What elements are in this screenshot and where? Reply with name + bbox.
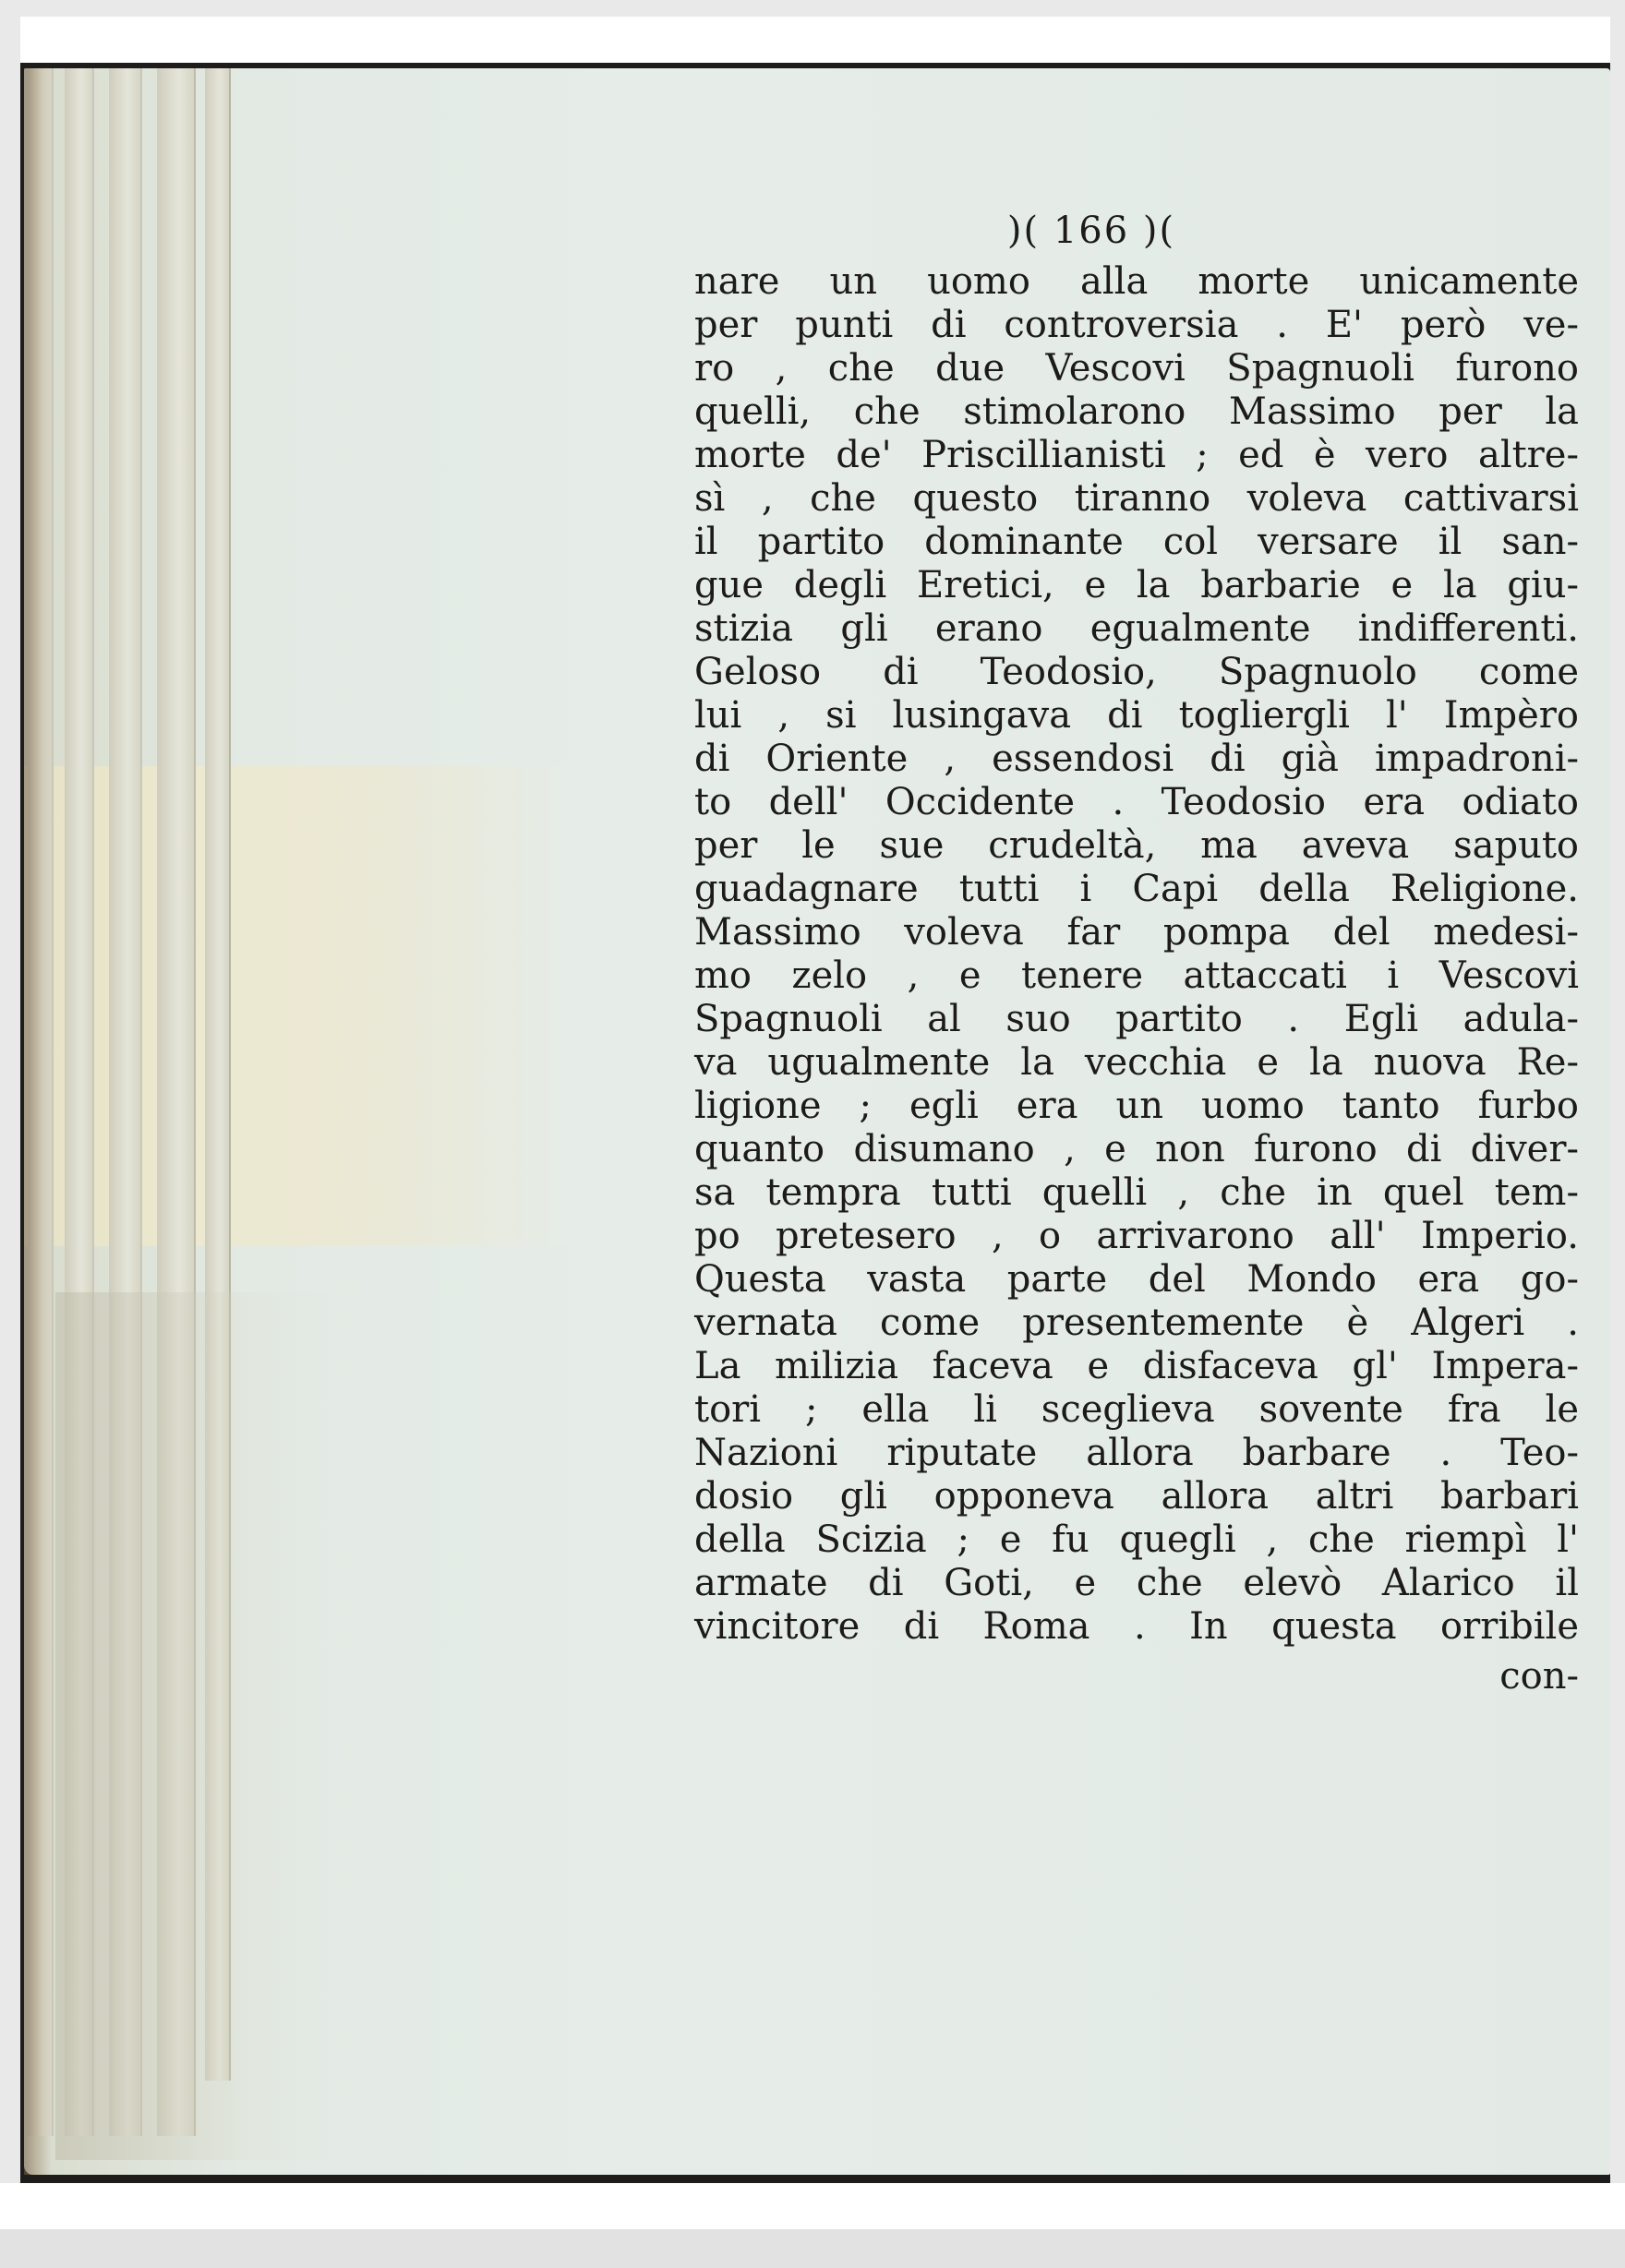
text-line: per le sue crudeltà, ma aveva saputo — [694, 824, 1579, 867]
text-line: po pretesero , o arrivarono all' Imperio. — [694, 1215, 1579, 1257]
text-line: to dell' Occidente . Teodosio era odiato — [694, 781, 1579, 823]
text-block — [694, 203, 1581, 1700]
text-line: vernata come presentemente è Algeri . — [694, 1302, 1579, 1344]
scan-margin-top — [20, 17, 1610, 63]
scan-margin-bottom-grey — [0, 2229, 1625, 2268]
text-line: va ugualmente la vecchia e la nuova Re- — [694, 1041, 1579, 1084]
text-line: ligione ; egli era un uomo tanto furbo — [694, 1085, 1579, 1127]
text-line: di Oriente , essendosi di già impadroni- — [694, 738, 1579, 780]
text-line: stizia gli erano egualmente indifferenti. — [694, 607, 1579, 650]
body-text — [694, 260, 1581, 1649]
text-line: della Scizia ; e fu quegli , che riempì l' — [694, 1518, 1579, 1561]
text-line: il partito dominante col versare il san- — [694, 521, 1579, 563]
text-line: quelli, che stimolarono Massimo per la — [694, 390, 1579, 433]
text-line: Questa vasta parte del Mondo era go- — [694, 1258, 1579, 1301]
text-line: lui , si lusingava di togliergli l' Impèro — [694, 694, 1579, 737]
text-line: vincitore di Roma . In questa orribile — [694, 1605, 1579, 1648]
text-line: tori ; ella li sceglieva sovente fra le — [694, 1388, 1579, 1431]
text-line: quanto disumano , e non furono di diver- — [694, 1128, 1579, 1170]
text-line: ro , che due Vescovi Spagnuoli furono — [694, 347, 1579, 390]
page-number-header: )( 166 )( — [1006, 210, 1176, 252]
paper-wear — [55, 1292, 332, 2160]
text-line: gue degli Eretici, e la barbarie e la giu- — [694, 564, 1579, 606]
text-line: morte de' Priscillianisti ; ed è vero altre- — [694, 434, 1579, 476]
text-line: Massimo voleva far pompa del medesi- — [694, 911, 1579, 954]
text-line: per punti di controversia . E' però ve- — [694, 304, 1579, 346]
text-line: Geloso di Teodosio, Spagnuolo come — [694, 651, 1579, 693]
paper-discoloration — [24, 766, 578, 1246]
text-line: Spagnuoli al suo partito . Egli adula- — [694, 998, 1579, 1040]
catchword: con- — [1499, 1655, 1579, 1698]
text-line: armate di Goti, e che elevò Alarico il — [694, 1562, 1579, 1604]
binding-shadow — [24, 68, 52, 2175]
text-line: La milizia faceva e disfaceva gl' Impera- — [694, 1345, 1579, 1387]
text-line: guadagnare tutti i Capi della Religione. — [694, 868, 1579, 910]
text-line: dosio gli opponeva allora altri barbari — [694, 1475, 1579, 1518]
text-line: sì , che questo tiranno voleva cattivarsi — [694, 477, 1579, 520]
text-line: sa tempra tutti quelli , che in quel tem- — [694, 1171, 1579, 1214]
text-line: nare un uomo alla morte unicamente — [694, 260, 1579, 303]
text-line: Nazioni riputate allora barbare . Teo- — [694, 1432, 1579, 1474]
text-line: mo zelo , e tenere attaccati i Vescovi — [694, 954, 1579, 997]
